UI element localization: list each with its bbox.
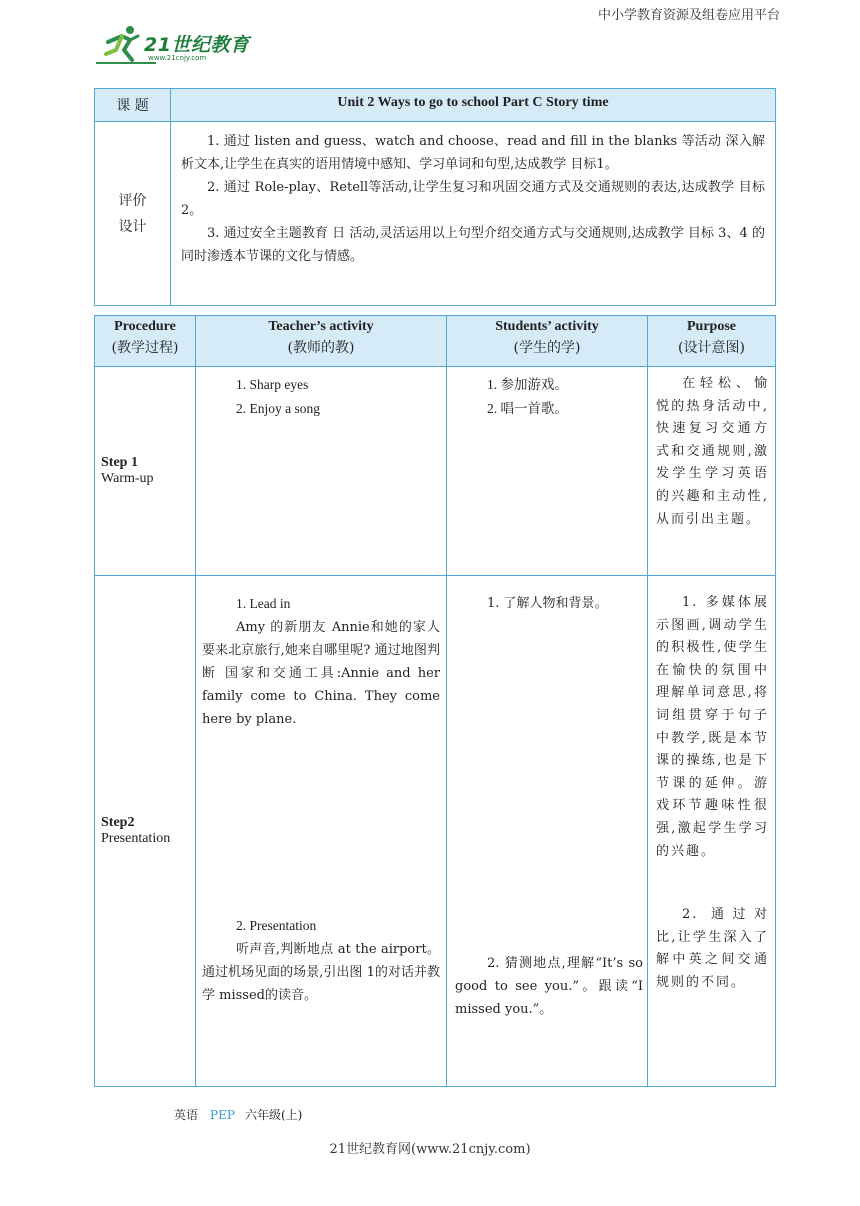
edition: PEP (210, 1108, 235, 1122)
site-logo[interactable] (96, 24, 266, 68)
col-procedure: Procedure (教学过程) (95, 316, 196, 367)
step2-cell (95, 576, 196, 1087)
step1-sub: Warm-up (101, 471, 154, 486)
teacher-item-text: 听声音,判断地点 at the airport。通过机场见面的场景,引出图 1的对话并教学 missed的读音。 (202, 942, 440, 1003)
step1-name: Step 1 (101, 455, 138, 470)
step1-purpose (648, 367, 776, 576)
teacher-item-title: 2. Presentation (236, 918, 317, 933)
students-item: 1. 参加游戏。 (487, 377, 568, 392)
col-purpose: Purpose (设计意图) (648, 316, 776, 367)
design-label-line-2: 设计 (118, 218, 147, 235)
platform-name: 中小学教育资源及组卷应用平台 (597, 8, 780, 23)
students-item: 1. 了解人物和背景。 (487, 596, 608, 611)
step1-teacher (196, 367, 447, 576)
design-label (95, 122, 171, 306)
design-item: 3. 通过安全主题教育 日 活动,灵活运用以上句型介绍交通方式与交通规则,达成教学 目标 3、4 的同时渗透本节课的文化与情感。 (181, 226, 765, 264)
design-item: 1. 通过 listen and guess、watch and choose、read and fill in the blanks 等活动 深入解析文本,让学生在真实的语用情境中感知、学习单词和句型,达成教学 目标1。 (181, 134, 765, 172)
topic-label: 课 题 (95, 89, 171, 122)
logo-underline (96, 62, 156, 64)
footer-site[interactable]: 21世纪教育网(www.21cnjy.com) (329, 1142, 531, 1157)
grade: 六年级(上) (244, 1108, 303, 1122)
step2-students (447, 576, 648, 1087)
step1-students (447, 367, 648, 576)
students-item: 2. 唱一首歌。 (487, 401, 568, 416)
procedure-table (94, 315, 776, 1087)
col-students: Students’ activity (学生的学) (447, 316, 648, 367)
teacher-presentation (202, 914, 440, 1007)
subject: 英语 (174, 1108, 199, 1122)
design-item: 2. 通过 Role-play、Retell等活动,让学生复习和巩固交通方式及交通规则的表达,达成教学 目标 2。 (181, 180, 765, 218)
footer-subject (174, 1106, 302, 1123)
runner-icon (100, 24, 144, 64)
step2-name: Step2 (101, 815, 135, 830)
purpose-text: 1. 多媒体展示图画,调动学生的积极性,使学生在愉快的氛围中理解单词意思,将词组贯穿于句子中教学,既是本节课的操练,也是下节课的延伸。游戏环节趣味性很强,激起学生学习的兴趣。 (656, 595, 769, 859)
students-item: 2. 猜测地点,理解“It’s so good to see you.”。跟读“I missed you.”。 (455, 956, 643, 1017)
step1-row (95, 367, 776, 576)
step1-cell (95, 367, 196, 576)
teacher-item-title: 1. Lead in (236, 596, 291, 611)
logo-url: www.21cnjy.com (148, 54, 207, 62)
col-teacher: Teacher’s activity (教师的教) (196, 316, 447, 367)
design-content (171, 122, 776, 306)
purpose-text: 2. 通过对比,让学生深入了解中英之间交通规则的不同。 (656, 907, 769, 990)
purpose-text: 在轻松、愉悦的热身活动中,快速复习交通方式和交通规则,激发学生学习英语的兴趣和主动性,从而引出主题。 (656, 376, 769, 527)
lesson-info-table (94, 88, 776, 306)
lesson-topic: Unit 2 Ways to go to school Part C Story time (171, 89, 776, 122)
teacher-item-text: Amy 的新朋友 Annie和她的家人要来北京旅行,她来自哪里呢? 通过地图判断 国家和交通工具:Annie and her family come to China. They come here by plane. (202, 620, 440, 727)
teacher-item: 1. Sharp eyes (236, 377, 309, 392)
step2-row (95, 576, 776, 1087)
step2-purpose (648, 576, 776, 1087)
logo-brand: 21世纪教育 (144, 34, 250, 56)
design-label-line-1: 评价 (118, 192, 147, 209)
step2-teacher (196, 576, 447, 1087)
teacher-item: 2. Enjoy a song (236, 401, 320, 416)
step2-sub: Presentation (101, 831, 171, 846)
